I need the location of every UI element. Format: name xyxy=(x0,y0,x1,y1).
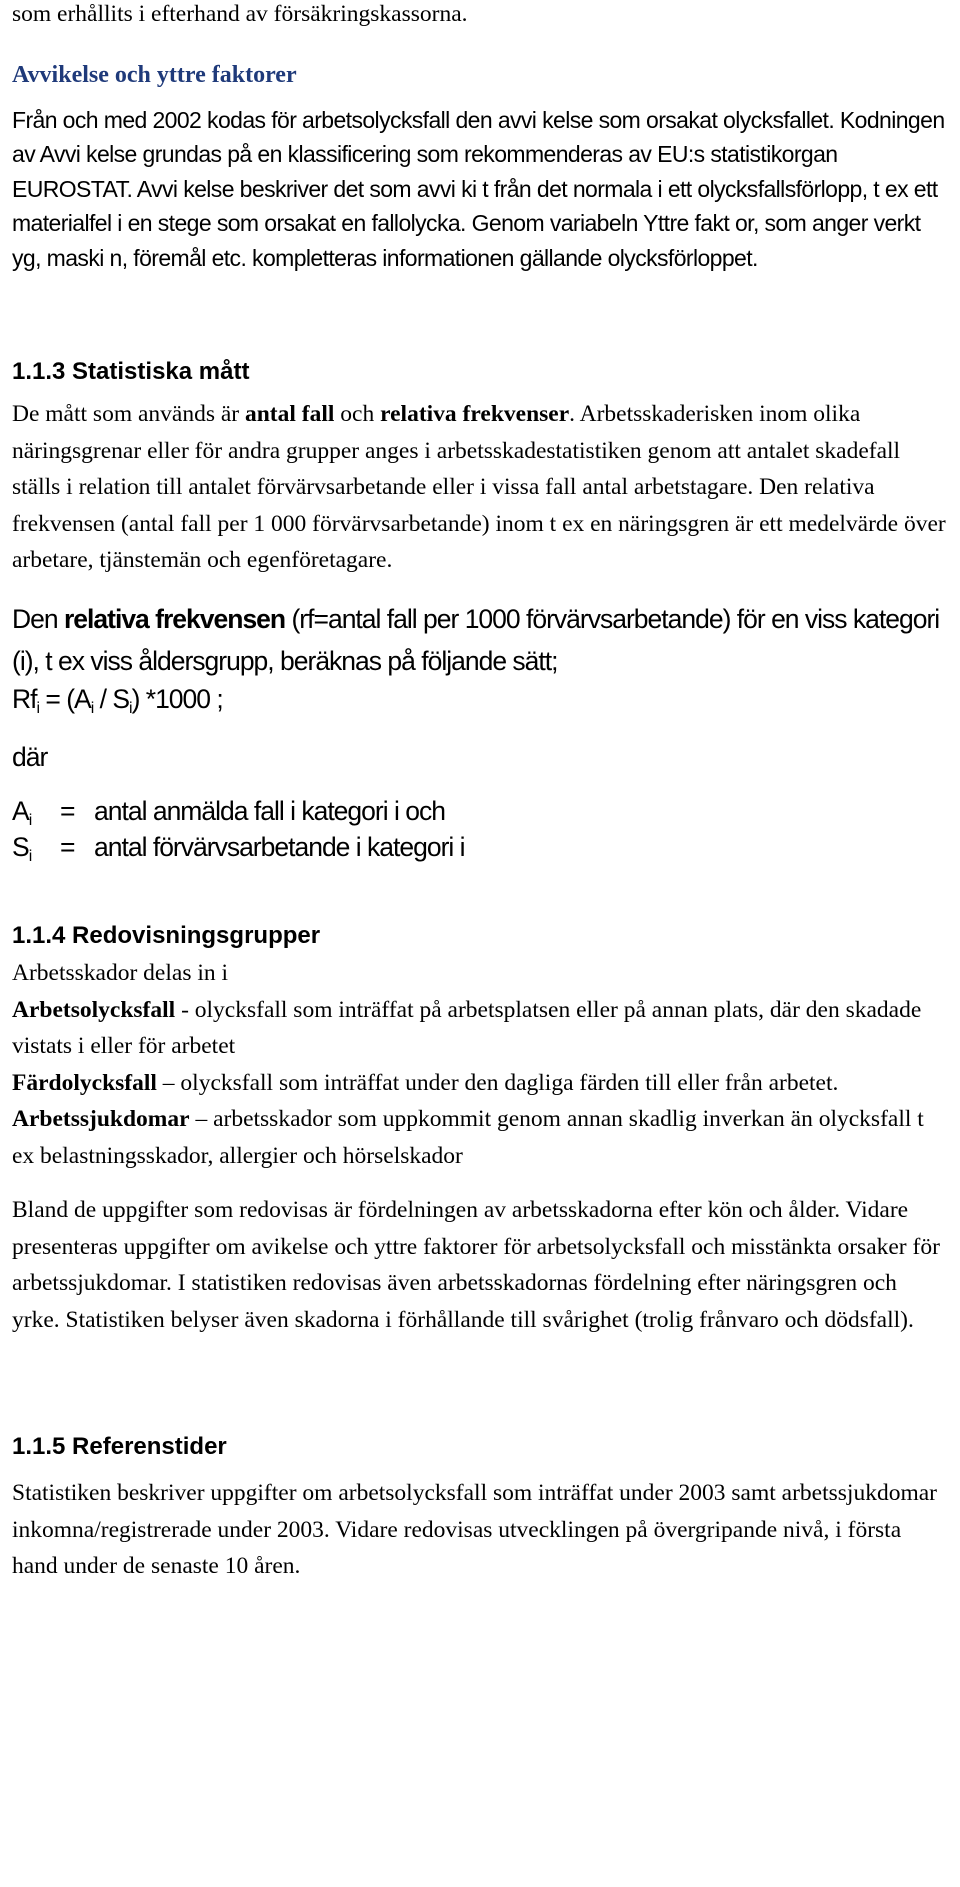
formula-sub: i xyxy=(129,700,132,717)
avvikelse-heading: Avvikelse och yttre faktorer xyxy=(12,62,297,88)
formula-sub: i xyxy=(90,700,94,717)
text-run: och xyxy=(334,401,381,427)
intro-tail-text: som erhållits i efterhand av försäkringskassorna. xyxy=(12,1,468,27)
redovisning-item xyxy=(12,1065,948,1102)
referenstider-heading: 1.1.5 Referenstider xyxy=(12,1433,227,1460)
definition-equals: = xyxy=(60,796,75,826)
definition-symbol: $A_i$ xyxy=(12,796,32,829)
definition-list xyxy=(12,793,948,865)
definition-text: antal anmälda fall i kategori i och xyxy=(94,796,445,826)
dar-label: där xyxy=(12,742,48,772)
item-text: - olycksfall som inträffat på arbetsplatsen eller på annan plats, där den skadade vistats i eller för arbetet xyxy=(12,996,922,1060)
item-term: Arbetsolycksfall xyxy=(12,996,176,1023)
formula-slash: / S xyxy=(93,684,130,714)
redovisning-intro: Arbetsskador delas in i xyxy=(12,960,229,986)
referenstider-paragraph: Statistiken beskriver uppgifter om arbetsolycksfall som inträffat under 2003 samt arbetssjukdomar inkomna/registrerade under 2003. Vidare redovisas utvecklingen på övergripande nivå, i första hand under de senaste 10 åren. xyxy=(12,1480,937,1580)
text-run: De mått som används är xyxy=(12,401,245,427)
text-run: (rf=antal fall per 1000 förvärvsarbetande) för en viss kategori (i), t ex viss åldersgrupp, beräknas på följande sätt; xyxy=(12,604,940,676)
definition-equals: = xyxy=(60,832,75,862)
formula-rf: Rf xyxy=(12,684,37,714)
redovisning-item xyxy=(12,992,948,1065)
statistiska-paragraph-1 xyxy=(12,396,948,579)
term-antal-fall: antal fall xyxy=(244,401,335,427)
formula-eq: = (A xyxy=(39,684,91,714)
term-relativa-frekvenser: relativa frekvenser xyxy=(380,401,570,427)
item-text: – olycksfall som inträffat under den dagliga färden till eller från arbetet. xyxy=(156,1069,839,1096)
text-run: Den xyxy=(12,604,64,634)
text-run: . Arbetsskaderisken inom olika näringsgrenar eller för andra grupper anges i arbetsskadestatistiken genom att antalet skadefall ställs i relation till antalet förvärvsarbetande eller i vissa fall antal arbetstagare. Den relativa frekvensen (antal fall per 1 000 förvärvsarbetande) inom t ex en näringsgren är ett medelvärde över arbetare, tjänstemän och egenföretagare. xyxy=(12,401,946,574)
avvikelse-paragraph: Från och med 2002 kodas för arbetsolycksfall den avvi kelse som orsakat olycksfallet. Kodningen av Avvi kelse grundas på en klassificering som rekommenderas av EU:s statistikorgan EUROSTAT. Avvi kelse beskriver det som avvi ki t från det normala i ett olycksfallsförlopp, t ex ett materialfel i en stege som orsakat en fallolycka. Genom variabeln Yttre fakt or, som anger verkt yg, maski n, föremål etc. kompletteras informationen gällande olycksförloppet. xyxy=(12,107,945,271)
statistiska-paragraph-2 xyxy=(12,598,948,682)
formula xyxy=(12,678,948,720)
item-term: Färdolycksfall xyxy=(12,1069,157,1096)
definition-symbol: $S_i$ xyxy=(12,832,32,865)
definition-text: antal förvärvsarbetande i kategori i xyxy=(94,832,465,862)
redovisning-heading: 1.1.4 Redovisningsgrupper xyxy=(12,922,321,949)
redovisning-section xyxy=(12,955,948,1175)
statistiska-heading: 1.1.3 Statistiska mått xyxy=(12,358,250,385)
item-term: Arbetssjukdomar xyxy=(12,1106,190,1133)
definition-row xyxy=(12,793,948,829)
formula-sub: i xyxy=(36,700,40,717)
definition-row xyxy=(12,829,948,865)
formula-tail: ) *1000 ; xyxy=(131,684,223,714)
item-text: – arbetsskador som uppkommit genom annan skadlig inverkan än olycksfall t ex belastningsskador, allergier och hörselskador xyxy=(12,1106,924,1169)
term-relativa-frekvensen: relativa frekvensen xyxy=(63,604,286,634)
redovisning-item xyxy=(12,1101,948,1174)
redovisning-paragraph-2: Bland de uppgifter som redovisas är fördelningen av arbetsskadorna efter kön och ålder. Vidare presenteras uppgifter om avikelse och yttre faktorer för arbetsolycksfall och misstänkta orsaker för arbetssjukdomar. I statistiken redovisas även arbetsskadornas fördelning efter näringsgren och yrke. Statistiken belyser även skadorna i förhållande till svårighet (trolig frånvaro och dödsfall). xyxy=(12,1197,940,1333)
